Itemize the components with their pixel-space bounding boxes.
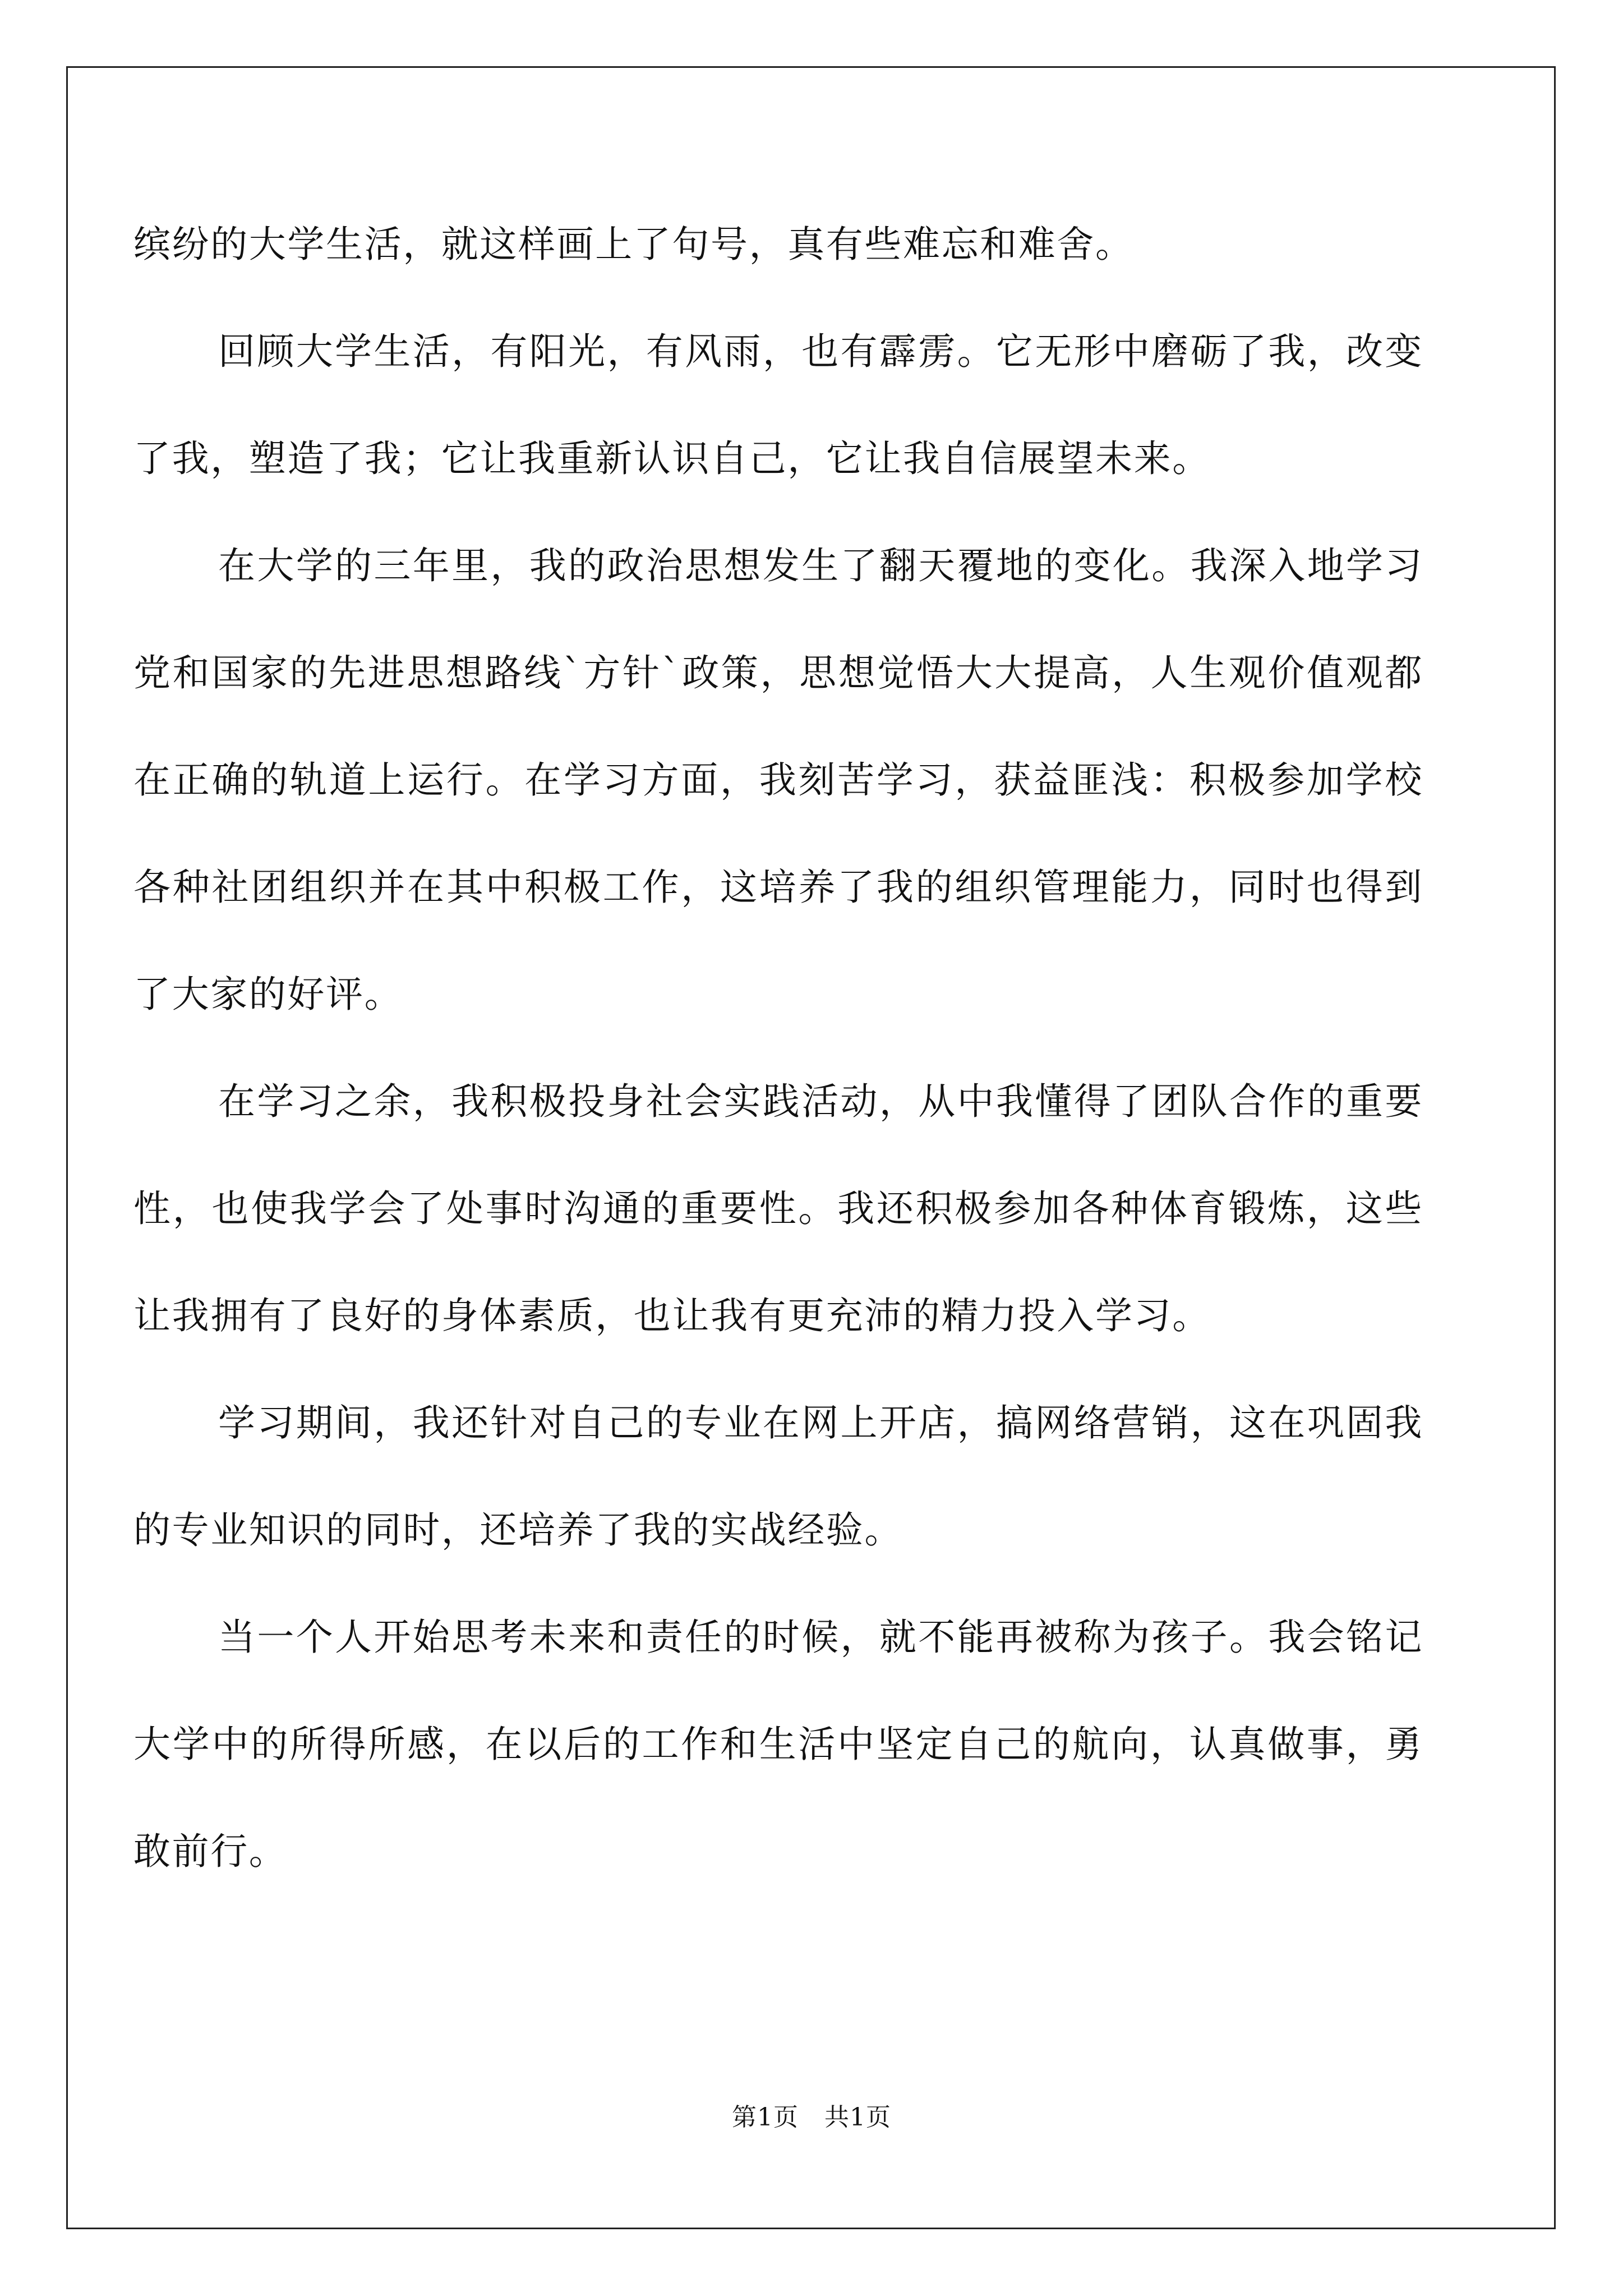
page-footer [0,2101,1623,2134]
paragraph: 当一个人开始思考未来和责任的时候，就不能再被称为孩子。我会铭记大学中的所得所感，在以后的工作和生活中坚定自己的航向，认真做事，勇敢前行。 [133,1616,1423,1873]
document-body [133,191,1423,1905]
paragraph: 在学习之余，我积极投身社会实践活动，从中我懂得了团队合作的重要性，也使我学会了处事时沟通的重要性。我还积极参加各种体育锻炼，这些让我拥有了良好的身体素质，也让我有更充沛的精力投入学习。 [133,1080,1423,1337]
paragraph: 在大学的三年里，我的政治思想发生了翻天覆地的变化。我深入地学习党和国家的先进思想路线`方针`政策，思想觉悟大大提高，人生观价值观都在正确的轨道上运行。在学习方面，我刻苦学习，获益匪浅：积极参加学校各种社团组织并在其中积极工作，这培养了我的组织管理能力，同时也得到了大家的好评。 [133,544,1423,1016]
paragraph: 学习期间，我还针对自己的专业在网上开店，搞网络营销，这在巩固我的专业知识的同时，还培养了我的实战经验。 [133,1401,1423,1552]
paragraph: 缤纷的大学生活，就这样画上了句号，真有些难忘和难舍。 [133,223,1134,266]
paragraph: 回顾大学生活，有阳光，有风雨，也有霹雳。它无形中磨砺了我，改变了我，塑造了我；它让我重新认识自己，它让我自信展望未来。 [133,330,1423,480]
page-number-current: 第1页 [732,2103,799,2132]
page-number-total: 共1页 [824,2103,891,2132]
